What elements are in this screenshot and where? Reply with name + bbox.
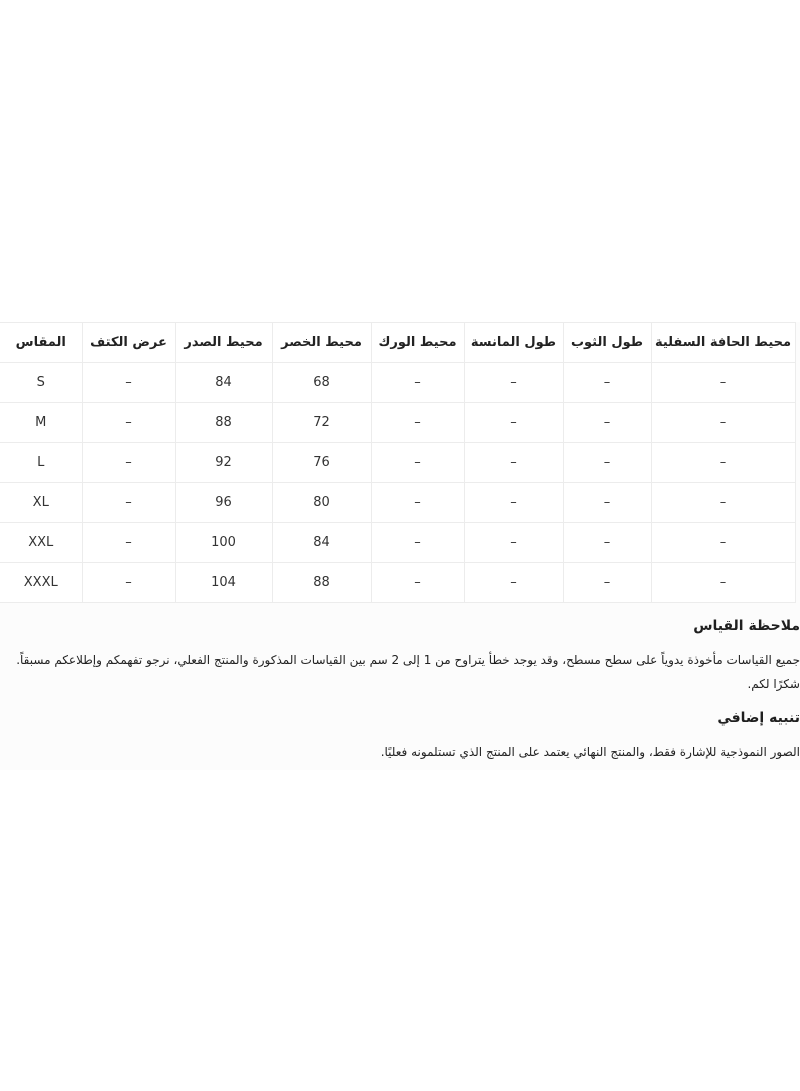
cell-waist: 84: [272, 523, 371, 563]
table-header-row: [0, 323, 795, 363]
table-row: [0, 523, 795, 563]
table-row: [0, 363, 795, 403]
cell-skirt-length: –: [464, 523, 563, 563]
cell-skirt-length: –: [464, 363, 563, 403]
cell-waist: 68: [272, 363, 371, 403]
cell-hip: –: [371, 483, 464, 523]
cell-hip: –: [371, 403, 464, 443]
cell-size: M: [0, 403, 82, 443]
cell-shoulder-width: –: [82, 483, 175, 523]
cell-dress-length: –: [563, 523, 651, 563]
table-row: [0, 483, 795, 523]
cell-dress-length: –: [563, 363, 651, 403]
cell-waist: 76: [272, 443, 371, 483]
cell-size: XXL: [0, 523, 82, 563]
cell-chest: 96: [175, 483, 272, 523]
cell-waist: 72: [272, 403, 371, 443]
cell-chest: 84: [175, 363, 272, 403]
size-notes: [0, 612, 800, 764]
measurement-note-heading: ملاحظة القياس: [693, 618, 800, 634]
table-row: [0, 563, 795, 603]
cell-shoulder-width: –: [82, 363, 175, 403]
extra-notice-heading: تنبيه إضافي: [717, 710, 800, 726]
cell-size: L: [0, 443, 82, 483]
cell-waist: 88: [272, 563, 371, 603]
header-chest: محيط الصدر: [175, 323, 272, 363]
cell-dress-length: –: [563, 563, 651, 603]
cell-hem: –: [651, 443, 795, 483]
table-row: [0, 403, 795, 443]
cell-chest: 88: [175, 403, 272, 443]
cell-size: S: [0, 363, 82, 403]
header-dress-length: طول الثوب: [563, 323, 651, 363]
extra-notice-text: الصور النموذجية للإشارة فقط، والمنتج النهائي يعتمد على المنتج الذي تستلمونه فعليًا.: [380, 745, 800, 759]
cell-dress-length: –: [563, 483, 651, 523]
cell-dress-length: –: [563, 403, 651, 443]
cell-hip: –: [371, 563, 464, 603]
cell-chest: 92: [175, 443, 272, 483]
cell-chest: 100: [175, 523, 272, 563]
cell-shoulder-width: –: [82, 563, 175, 603]
cell-chest: 104: [175, 563, 272, 603]
cell-hip: –: [371, 443, 464, 483]
header-shoulder-width: عرض الكتف: [82, 323, 175, 363]
table-row: [0, 443, 795, 483]
header-hip: محيط الورك: [371, 323, 464, 363]
cell-waist: 80: [272, 483, 371, 523]
header-waist: محيط الخصر: [272, 323, 371, 363]
cell-shoulder-width: –: [82, 523, 175, 563]
header-size: المقاس: [0, 323, 82, 363]
size-table: [0, 322, 796, 603]
cell-skirt-length: –: [464, 403, 563, 443]
cell-hem: –: [651, 523, 795, 563]
cell-skirt-length: –: [464, 563, 563, 603]
cell-skirt-length: –: [464, 443, 563, 483]
cell-skirt-length: –: [464, 483, 563, 523]
cell-hem: –: [651, 483, 795, 523]
cell-hem: –: [651, 403, 795, 443]
cell-shoulder-width: –: [82, 443, 175, 483]
size-guide-panel: [0, 322, 800, 770]
cell-hem: –: [651, 363, 795, 403]
header-hem: محيط الحافة السفلية: [651, 323, 795, 363]
cell-size: XXXL: [0, 563, 82, 603]
header-skirt-length: طول المانسة: [464, 323, 563, 363]
cell-shoulder-width: –: [82, 403, 175, 443]
cell-dress-length: –: [563, 443, 651, 483]
measurement-note-text: جميع القياسات مأخوذة يدوياً على سطح مسطح، وقد يوجد خطأ يتراوح من 1 إلى 2 سم بين القياسات المذكورة والمنتج الفعلي، نرجو تفهمكم وإطلاعكم مسبقاً.: [16, 653, 800, 667]
cell-size: XL: [0, 483, 82, 523]
measurement-note-thanks: شكرًا لكم.: [747, 677, 800, 691]
cell-hip: –: [371, 523, 464, 563]
cell-hip: –: [371, 363, 464, 403]
cell-hem: –: [651, 563, 795, 603]
